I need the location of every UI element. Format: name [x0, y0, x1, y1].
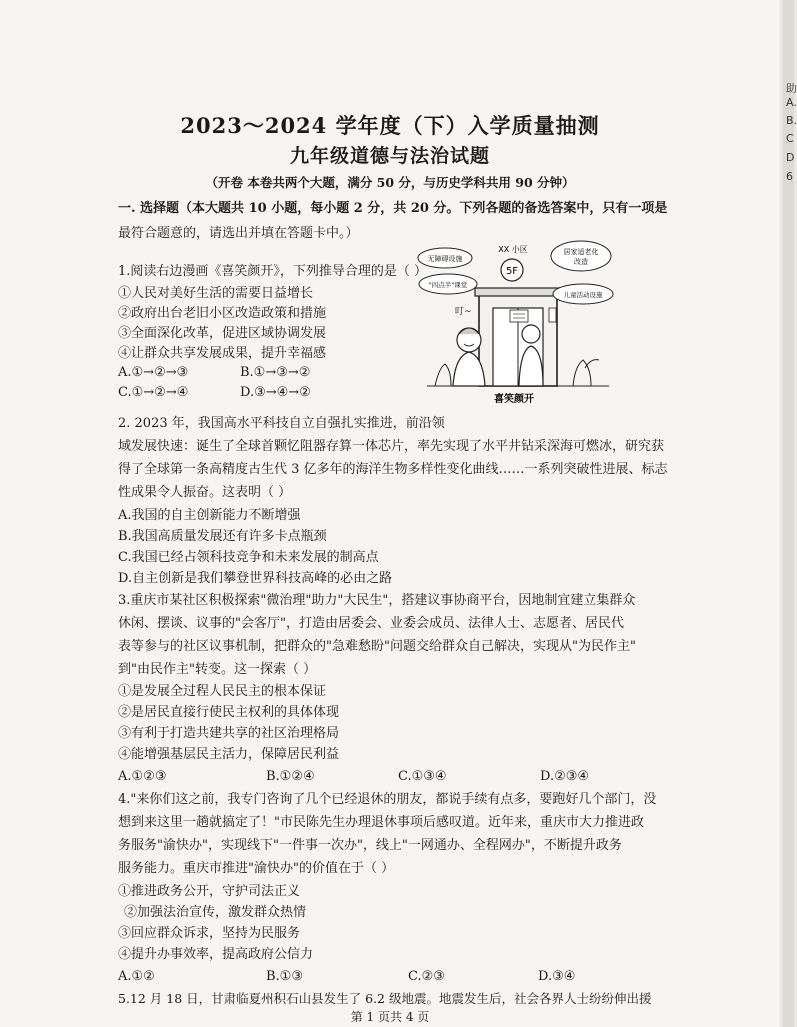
- sound-effect: 叮~: [455, 307, 472, 317]
- q4-item: ④提升办事效率，提高政府公信力: [118, 947, 314, 962]
- q4-item: ③回应群众诉求，坚持为民服务: [118, 926, 301, 941]
- q3-item: ④能增强基层民主活力，保障居民利益: [118, 747, 340, 762]
- q2-stem-line: 得了全球第一条高精度古生代 3 亿多年的海洋生物多样性变化曲线……一系列突破性进展、标志: [118, 462, 668, 477]
- section-heading: 一. 选择题（本大题共 10 小题，每小题 2 分，共 20 分。下列各题的备选答案中，只有一项是: [118, 201, 668, 216]
- q3-item: ①是发展全过程人民民主的根本保证: [118, 684, 327, 699]
- plant-left: [435, 364, 451, 386]
- exam-note: （开卷 本卷共两个大题，满分 50 分，与历史学科共用 90 分钟）: [205, 175, 575, 190]
- q1-item: ③全面深化改革，促进区域协调发展: [118, 326, 327, 341]
- q1-option-a: A.①→②→③: [118, 365, 189, 380]
- edge-text: C: [786, 132, 794, 145]
- grandpa-head: [522, 325, 540, 343]
- q1-option-b: B.①→③→②: [240, 365, 311, 380]
- q4-stem-line: 4."来你们这之前，我专门咨询了几个已经退休的朋友，都说手续有点多，要跑好几个部门，没: [118, 792, 657, 807]
- q3-item: ③有利于打造共建共享的社区治理格局: [118, 726, 340, 741]
- q4-stem-line: 务服务"渝快办"，实现线下"一件事一次办"，线上"一网通办、全程网办"，不断提升政务: [118, 838, 622, 853]
- q3-stem-line: 表等参与的社区议事机制，把群众的"急难愁盼"问题交给群众自己解决，实现从"为民作主": [118, 639, 636, 654]
- q2-option-a: A.我国的自主创新能力不断增强: [118, 508, 301, 523]
- page-number: 第 1 页共 4 页: [350, 1010, 430, 1024]
- q3-stem-line: 休闲、摆谈、议事的"会客厅"，打造由居委会、业委会成员、法律人士、志愿者、居民代: [118, 616, 624, 631]
- q4-option-d: D.③④: [538, 969, 576, 984]
- bubble-text: 改造: [574, 258, 588, 266]
- bubble-right-top: [551, 241, 611, 271]
- q1-option-d: D.③→④→②: [240, 385, 311, 400]
- q1-stem: 1.阅读右边漫画《喜笑颜开》，下列推导合理的是（ ）: [118, 264, 428, 279]
- bubble-text: "四点半"课堂: [428, 281, 468, 289]
- q4-option-b: B.①③: [266, 969, 303, 984]
- adjacent-page-edge: [783, 0, 797, 1027]
- q1-item: ①人民对美好生活的需要日益增长: [118, 286, 314, 301]
- q4-option-a: A.①②: [118, 969, 155, 984]
- community-label: XX 小区: [498, 245, 528, 254]
- section-heading-cont: 最符合题意的，请选出并填在答题卡中。）: [118, 226, 359, 241]
- q4-option-c: C.②③: [408, 969, 445, 984]
- q4-item: ①推进政务公开，守护司法正义: [118, 884, 301, 899]
- notice-board: [510, 310, 528, 322]
- q3-option-b: B.①②④: [266, 769, 315, 784]
- q5-stem-line: 5.12 月 18 日，甘肃临夏州积石山县发生了 6.2 级地震。地震发生后，社会各界人士纷纷伸出援: [118, 991, 652, 1006]
- q1-item: ②政府出台老旧小区改造政策和措施: [118, 306, 327, 321]
- bubble-text: 居家适老化: [563, 248, 599, 256]
- edge-text: B.: [786, 114, 797, 127]
- q4-stem-line: 想到来这里一趟就搞定了！"市民陈先生办理退休事项后感叹道。近年来，重庆市大力推进政: [118, 815, 644, 830]
- q1-item: ④让群众共享发展成果，提升幸福感: [118, 346, 327, 361]
- q3-stem-line: 3.重庆市某社区积极探索"微治理"助力"大民生"，搭建议事协商平台，因地制宜建立集群众: [118, 593, 636, 608]
- q2-stem-line: 2. 2023 年，我国高水平科技自立自强扎实推进，前沿领: [118, 416, 445, 431]
- q2-stem-line: 域发展快速：诞生了全球首颗忆阻器存算一体芯片，率先实现了水平井钻采深海可燃冰，研究获: [118, 439, 665, 454]
- cartoon-caption: 喜笑颜开: [494, 394, 534, 405]
- edge-text: 6: [786, 170, 793, 183]
- q4-item: ②加强法治宣传，激发群众热情: [124, 905, 307, 920]
- q3-option-c: C.①③④: [398, 769, 447, 784]
- floor-label: 5F: [505, 266, 519, 277]
- q2-option-c: C.我国已经占领科技竞争和未来发展的制高点: [118, 550, 379, 565]
- q4-stem-line: 服务能力。重庆市推进"渝快办"的价值在于（ ）: [118, 861, 395, 876]
- q3-option-d: D.②③④: [540, 769, 590, 784]
- q3-item: ②是居民直接行使民主权利的具体体现: [118, 705, 340, 720]
- q1-option-c: C.①→②→④: [118, 385, 189, 400]
- edge-text: D: [786, 151, 795, 164]
- call-button: [549, 308, 556, 322]
- q2-option-d: D.自主创新是我们攀登世界科技高峰的必由之路: [118, 571, 393, 586]
- cartoon-illustration: [413, 236, 615, 406]
- edge-text: 助: [786, 82, 797, 95]
- edge-text: A.: [786, 96, 797, 109]
- bubble-text: 儿童活动设施: [563, 291, 603, 299]
- exam-subtitle: 九年级道德与法治试题: [289, 145, 490, 167]
- bubble-text: 无障碍设施: [427, 255, 463, 263]
- building-roof: [475, 288, 561, 296]
- q2-stem-line: 性成果令人振奋。这表明（ ）: [118, 485, 292, 500]
- q3-stem-line: 到"由民作主"转变。这一探索（ ）: [118, 662, 317, 677]
- q2-option-b: B.我国高质量发展还有许多卡点瓶颈: [118, 529, 327, 544]
- exam-title: 2023～2024 学年度（下）入学质量抽测: [180, 113, 600, 138]
- q3-option-a: A.①②③: [118, 769, 167, 784]
